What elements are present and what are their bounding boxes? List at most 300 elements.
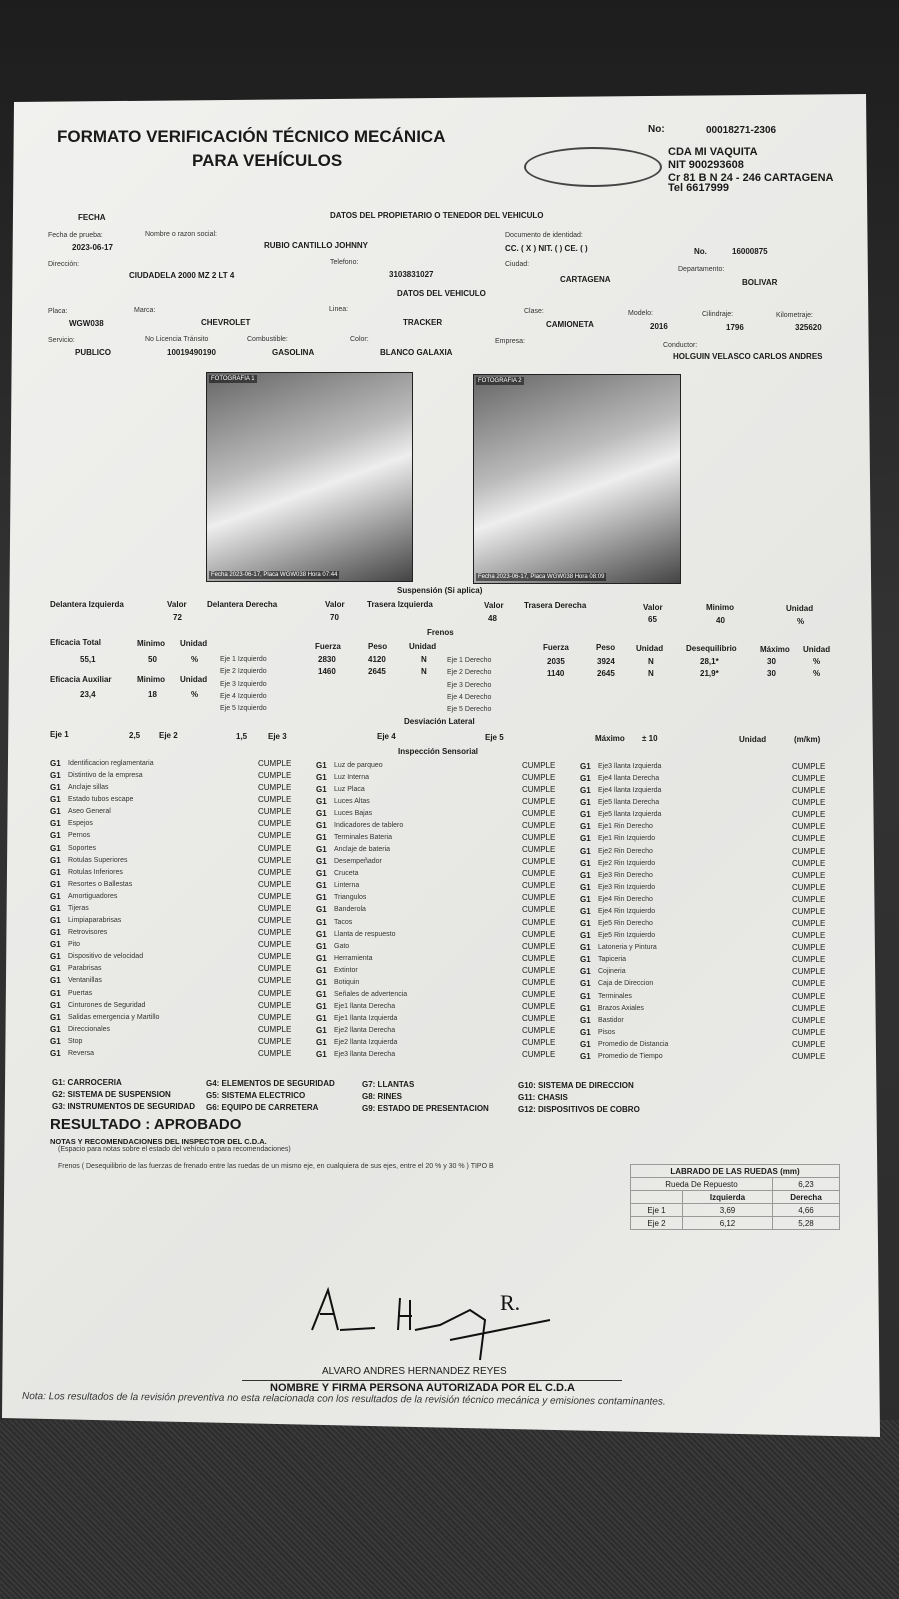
combustible-label: Combustible: [247, 336, 288, 343]
group-code: G1 [580, 943, 591, 953]
group-legend: G3: INSTRUMENTOS DE SEGURIDAD [52, 1102, 195, 1111]
fuerza-label: Fuerza [543, 643, 569, 652]
inspection-item: Eje4 llanta Izquierda [598, 787, 662, 795]
inspection-item: Anclaje de bateria [334, 846, 391, 854]
group-code: G1 [316, 917, 327, 927]
kilometraje-label: Kilometraje: [776, 312, 813, 319]
desviacion-heading: Desviación Lateral [404, 717, 475, 726]
inspection-item: Identificacion reglamentaria [68, 760, 154, 767]
group-code: G1 [50, 867, 61, 877]
minimo-label: Minimo [137, 675, 165, 684]
inspection-item: Eje2 Rin Derecho [598, 847, 653, 855]
brake-fd: 1140 [547, 669, 565, 679]
inspection-item: Pito [68, 941, 81, 949]
maximo-label: Máximo [760, 645, 790, 654]
brake-des: 21,9* [700, 669, 719, 679]
inspection-status: CUMPLE [258, 1012, 292, 1022]
eje4-label: Eje 4 [377, 732, 396, 741]
inspection-status: CUMPLE [522, 977, 556, 987]
inspection-item: Eje4 Rin Derecho [598, 895, 653, 903]
inspection-status: CUMPLE [522, 1026, 556, 1036]
inspection-item: Anclaje sillas [68, 784, 109, 792]
labrado-table [630, 1164, 840, 1230]
inspection-item: Reversa [68, 1049, 95, 1057]
unidad-label: Unidad [180, 675, 208, 684]
maximo-value: ± 10 [642, 734, 658, 743]
inspection-status: CUMPLE [522, 845, 556, 855]
inspection-status: CUMPLE [258, 976, 292, 986]
group-code: G1 [50, 1012, 61, 1022]
fecha-heading: FECHA [78, 213, 106, 222]
inspection-item: Estado tubos escape [68, 796, 134, 804]
inspection-status: CUMPLE [792, 822, 826, 832]
vehicle-section-heading: DATOS DEL VEHICULO [397, 289, 486, 298]
marca-label: Marca: [134, 307, 156, 314]
izq-cell: 6,12 [683, 1217, 773, 1230]
valor-label: Valor [325, 600, 345, 609]
inspection-item: Parabrisas [68, 965, 102, 973]
group-code: G1 [580, 931, 591, 941]
group-code: G1 [316, 977, 327, 987]
group-code: G1 [580, 1051, 591, 1061]
inspection-status: CUMPLE [522, 1014, 556, 1024]
group-legend: G9: ESTADO DE PRESENTACION [362, 1104, 489, 1113]
photo-caption: Fecha 2023-06-17, Placa WGW038 Hora 07:44 [211, 572, 338, 578]
unidad-label: Unidad [409, 642, 437, 651]
group-code: G1 [580, 1015, 591, 1025]
inspection-status: CUMPLE [258, 1048, 292, 1058]
unidad-label: Unidad [636, 644, 664, 653]
inspection-item: Eje3 llanta Derecha [334, 1051, 396, 1059]
inspector-note: Frenos ( Desequilibrio de las fuerzas de frenado entre las ruedas de un mismo eje, en cualquiera de sus ejes, entre el 20 % y 30 % ) TIPO B [58, 1163, 494, 1170]
eje2-value: 1,5 [236, 732, 248, 741]
group-code: G1 [50, 1048, 61, 1058]
ciudad-label: Ciudad: [505, 261, 530, 268]
company-tel: Tel 6617999 [668, 182, 729, 194]
inspection-status: CUMPLE [522, 881, 556, 891]
group-code: G1 [580, 955, 591, 965]
no-label: No: [648, 124, 665, 135]
fecha-prueba-label: Fecha de prueba: [48, 232, 103, 239]
group-code: G1 [316, 1002, 327, 1012]
inspection-item: Tapiceria [598, 956, 627, 964]
brake-pd: 2645 [597, 669, 615, 679]
group-code: G1 [316, 1026, 327, 1036]
der-cell: 5,28 [772, 1217, 839, 1230]
tra-der-value: 65 [648, 615, 657, 624]
inspection-item: Bastidor [598, 1016, 624, 1024]
inspection-item: Botiquin [334, 978, 360, 986]
group-legend: G10: SISTEMA DE DIRECCION [518, 1081, 634, 1090]
eficacia-total-min: 50 [148, 655, 157, 664]
inspection-status: CUMPLE [258, 855, 292, 865]
inspection-status: CUMPLE [522, 965, 556, 975]
inspection-item: Luces Bajas [334, 809, 373, 817]
group-code: G1 [580, 822, 591, 832]
inspection-item: Eje1 llanta Derecha [334, 1003, 396, 1011]
group-code: G1 [50, 807, 61, 817]
group-code: G1 [316, 772, 327, 782]
inspection-item: Eje2 Rin Izquierdo [598, 859, 656, 867]
suspension-heading: Suspensión (Si aplica) [397, 586, 483, 595]
inspection-item: Distintivo de la empresa [68, 772, 143, 780]
photo-label: FOTOGRAFIA 2 [478, 378, 522, 384]
inspection-item: Señales de advertencia [334, 991, 408, 999]
group-code: G1 [316, 784, 327, 794]
inspection-item: Promedio de Tiempo [598, 1052, 663, 1060]
brake-u: N [421, 655, 427, 664]
minimo-label: Minimo [706, 603, 734, 612]
inspection-status: CUMPLE [792, 919, 826, 929]
brake-max: 30 [767, 669, 776, 679]
inspection-item: Luces Altas [334, 797, 370, 805]
inspection-status: CUMPLE [522, 869, 556, 879]
eje-der-label: Eje 2 Derecho [447, 669, 492, 677]
unidad-label: Unidad [786, 604, 814, 613]
group-code: G1 [580, 834, 591, 844]
notes-title: NOTAS Y RECOMENDACIONES DEL INSPECTOR DEL C.D.A. [50, 1137, 267, 1146]
inspection-item: Eje4 llanta Derecha [598, 775, 660, 783]
inspection-item: Luz Interna [334, 773, 370, 781]
inspection-item: Indicadores de tablero [334, 821, 404, 829]
group-code: G1 [50, 879, 61, 889]
group-code: G1 [316, 820, 327, 830]
inspection-item: Direccionales [68, 1025, 111, 1033]
del-izq-value: 72 [173, 613, 182, 622]
servicio-label: Servicio: [48, 337, 75, 344]
servicio: PUBLICO [75, 348, 111, 357]
fecha-prueba: 2023-06-17 [72, 243, 113, 252]
group-code: G1 [580, 1039, 591, 1049]
inspection-status: CUMPLE [792, 894, 826, 904]
brake-pi: 2645 [368, 667, 386, 677]
tra-der-label: Trasera Derecha [524, 601, 587, 610]
eje1-label: Eje 1 [50, 730, 69, 739]
inspection-status: CUMPLE [792, 1015, 826, 1025]
inspection-status: CUMPLE [522, 953, 556, 963]
direccion: CIUDADELA 2000 MZ 2 LT 4 [129, 271, 235, 280]
inspection-item: Puertas [68, 989, 93, 997]
eje-izq-label: Eje 5 Izquierdo [220, 705, 267, 713]
inspection-status: CUMPLE [522, 905, 556, 915]
group-code: G1 [316, 857, 327, 867]
inspection-status: CUMPLE [258, 831, 292, 841]
brake-pi: 4120 [368, 655, 386, 664]
inspection-item: Aseo General [68, 808, 111, 816]
group-code: G1 [580, 979, 591, 989]
group-code: G1 [50, 831, 61, 841]
brake-u: N [421, 667, 427, 677]
inspection-status: CUMPLE [792, 943, 826, 953]
group-code: G1 [316, 929, 327, 939]
group-code: G1 [580, 846, 591, 856]
group-code: G1 [316, 845, 327, 855]
inspection-item: Eje3 llanta Izquierda [598, 763, 662, 770]
inspection-status: CUMPLE [792, 955, 826, 965]
group-code: G1 [316, 1050, 327, 1060]
signer-name: ALVARO ANDRES HERNANDEZ REYES [322, 1366, 507, 1377]
inspection-item: Eje2 llanta Izquierda [334, 1039, 398, 1047]
eje-der-label: Eje 3 Derecho [447, 681, 492, 689]
inspection-item: Luz Placa [334, 785, 365, 793]
inspection-status: CUMPLE [792, 810, 826, 820]
inspection-status: CUMPLE [792, 846, 826, 856]
inspection-item: Cinturones de Seguridad [68, 1001, 146, 1009]
inspection-item: Eje3 Rin Derecho [598, 871, 653, 879]
fuerza-label: Fuerza [315, 642, 341, 651]
eje-der-label: Eje 4 Derecho [447, 693, 492, 701]
inspection-status: CUMPLE [792, 858, 826, 868]
inspection-item: Linterna [334, 882, 360, 890]
inspection-item: Rotulas Superiores [68, 856, 128, 864]
frenos-heading: Frenos [427, 628, 454, 637]
doc-label: Documento de identidad: [505, 232, 583, 239]
inspection-status: CUMPLE [792, 931, 826, 941]
inspection-status: CUMPLE [792, 1027, 826, 1037]
group-code: G1 [580, 774, 591, 784]
brake-max: 30 [767, 657, 776, 666]
inspection-item: Eje5 Rin Izquierdo [598, 932, 656, 940]
inspection-status: CUMPLE [792, 774, 826, 784]
group-code: G1 [50, 903, 61, 913]
group-code: G1 [580, 882, 591, 892]
inspection-status: CUMPLE [258, 759, 292, 768]
inspection-status: CUMPLE [792, 906, 826, 916]
group-code: G1 [50, 783, 61, 793]
brake-ud: N [648, 657, 654, 666]
peso-label: Peso [596, 643, 616, 652]
modelo-label: Modelo: [628, 310, 653, 317]
unidad-label: Unidad [739, 735, 767, 744]
group-code: G1 [316, 832, 327, 842]
inspection-status: CUMPLE [792, 991, 826, 1001]
inspection-status: CUMPLE [792, 882, 826, 892]
inspection-item: Eje1 Rin Derecho [598, 823, 653, 831]
direccion-label: Dirección: [48, 261, 80, 268]
inspection-status: CUMPLE [258, 771, 292, 781]
signature-label: NOMBRE Y FIRMA PERSONA AUTORIZADA POR EL C.D.A [270, 1382, 575, 1394]
inspection-status: CUMPLE [522, 929, 556, 939]
eficacia-aux-unit: % [191, 690, 199, 699]
group-code: G1 [50, 795, 61, 805]
marca: CHEVROLET [201, 318, 251, 327]
color: BLANCO GALAXIA [380, 348, 453, 357]
group-legend: G4: ELEMENTOS DE SEGURIDAD [206, 1079, 335, 1088]
inspection-status: CUMPLE [792, 1039, 826, 1049]
departamento-label: Departamento: [678, 266, 725, 273]
inspection-status: CUMPLE [258, 795, 292, 805]
inspection-status: CUMPLE [258, 1036, 292, 1046]
clase-label: Clase: [524, 308, 544, 315]
group-code: G1 [50, 928, 61, 938]
licencia: 10019490190 [167, 348, 216, 357]
group-code: G1 [316, 953, 327, 963]
valor-label: Valor [484, 601, 504, 610]
group-code: G1 [50, 1024, 61, 1034]
inspection-item: Triangulos [334, 894, 367, 902]
inspection-item: Terminales Bateria [334, 833, 392, 841]
brake-pu: % [813, 657, 821, 666]
inspection-item: Promedio de Distancia [598, 1040, 669, 1048]
inspection-item: Caja de Direccion [598, 980, 654, 988]
group-code: G1 [580, 1027, 591, 1037]
inspection-status: CUMPLE [522, 990, 556, 1000]
labrado-title: LABRADO DE LAS RUEDAS (mm) [631, 1165, 840, 1178]
inspection-item: Tacos [334, 918, 353, 926]
group-code: G1 [316, 796, 327, 806]
inspection-status: CUMPLE [522, 832, 556, 842]
unidad-value: (m/km) [794, 735, 821, 744]
group-code: G1 [316, 808, 327, 818]
inspection-status: CUMPLE [522, 1002, 556, 1012]
inspection-status: CUMPLE [792, 762, 826, 771]
inspection-item: Eje2 llanta Derecha [334, 1027, 396, 1035]
footer-note: Nota: Los resultados de la revisión preventiva no esta relacionada con los resultados de la revisión técnico mecánica y emisiones contaminantes. [21, 1391, 666, 1408]
eje5-label: Eje 5 [485, 733, 504, 742]
inspection-item: Gato [334, 942, 350, 950]
inspection-status: CUMPLE [258, 988, 292, 998]
group-legend: G7: LLANTAS [362, 1080, 415, 1089]
inspection-item: Ventanillas [68, 977, 102, 985]
color-label: Color: [350, 336, 369, 343]
eje-izq-label: Eje 3 Izquierdo [220, 680, 267, 688]
group-code: G1 [316, 760, 327, 770]
vehicle-photo-1 [206, 372, 413, 582]
signature-line [242, 1380, 622, 1381]
doc-number: 00018271-2306 [706, 125, 777, 136]
brake-pd: 3924 [597, 657, 615, 666]
eficacia-aux-label: Eficacia Auxiliar [50, 675, 112, 684]
cda-logo [524, 147, 662, 187]
eje-izq-label: Eje 1 Izquierdo [220, 656, 267, 663]
inspection-item: Llanta de respuesto [334, 930, 396, 938]
inspection-item: Eje1 Rin Izquierdo [598, 835, 656, 843]
inspection-item: Desempeñador [334, 858, 382, 866]
inspection-item: Eje3 Rin Izquierdo [598, 883, 656, 891]
del-izq-label: Delantera Izquierda [50, 600, 124, 609]
group-code: G1 [316, 941, 327, 951]
brake-ud: N [648, 669, 654, 679]
inspection-status: CUMPLE [522, 893, 556, 903]
inspection-status: CUMPLE [522, 772, 556, 782]
inspection-item: Retrovisores [68, 929, 108, 937]
eficacia-total-unit: % [191, 655, 199, 664]
kilometraje: 325620 [795, 323, 822, 332]
group-code: G1 [50, 916, 61, 926]
group-code: G1 [580, 858, 591, 868]
table-row [631, 1204, 840, 1217]
group-code: G1 [50, 843, 61, 853]
owner-name: RUBIO CANTILLO JOHNNY [264, 241, 368, 250]
inspection-status: CUMPLE [258, 807, 292, 817]
eje2-label: Eje 2 [159, 731, 178, 740]
table-row [631, 1217, 840, 1230]
inspection-item: Brazos Axiales [598, 1004, 644, 1012]
inspection-item: Eje5 Rin Derecho [598, 920, 653, 928]
group-code: G1 [580, 906, 591, 916]
empresa-label: Empresa: [495, 338, 525, 345]
inspection-status: CUMPLE [792, 786, 826, 796]
inspection-status: CUMPLE [792, 870, 826, 880]
inspection-status: CUMPLE [522, 941, 556, 951]
group-legend: G11: CHASIS [518, 1093, 568, 1102]
brake-des: 28,1* [700, 657, 719, 666]
ciudad: CARTAGENA [560, 275, 611, 284]
inspection-item: Banderola [334, 906, 366, 914]
conductor: HOLGUIN VELASCO CARLOS ANDRES [673, 352, 823, 361]
eje1-value: 2,5 [129, 731, 141, 740]
conductor-label: Conductor: [663, 342, 698, 349]
group-code: G1 [50, 855, 61, 865]
inspection-item: Eje1 llanta Izquierda [334, 1015, 398, 1023]
group-code: G1 [316, 1038, 327, 1048]
group-code: G1 [580, 967, 591, 977]
inspection-status: CUMPLE [258, 1024, 292, 1034]
eje-izq-label: Eje 2 Izquierdo [220, 668, 267, 676]
group-code: G1 [316, 905, 327, 915]
group-code: G1 [50, 1000, 61, 1010]
inspection-item: Herramienta [334, 954, 373, 962]
inspection-item: Pernos [68, 832, 91, 840]
minimo-value: 40 [716, 616, 725, 625]
group-code: G1 [50, 940, 61, 950]
group-code: G1 [50, 988, 61, 998]
linea: TRACKER [403, 318, 443, 327]
inspection-status: CUMPLE [258, 940, 292, 950]
group-legend: G1: CARROCERIA [52, 1078, 122, 1087]
group-code: G1 [580, 870, 591, 880]
doc-type: CC. ( X ) NIT. ( ) CE. ( ) [505, 244, 588, 253]
inspection-status: CUMPLE [522, 917, 556, 927]
inspection-item: Luz de parqueo [334, 761, 383, 769]
brake-fi: 2830 [318, 655, 336, 664]
group-code: G1 [580, 810, 591, 820]
doc-no: 16000875 [732, 247, 768, 256]
group-code: G1 [580, 991, 591, 1001]
doc-title: FORMATO VERIFICACIÓN TÉCNICO MECÁNICA [57, 127, 446, 146]
minimo-label: Minimo [137, 639, 165, 648]
telefono: 3103831027 [389, 270, 434, 279]
inspection-item: Terminales [598, 992, 632, 1000]
owner-section-heading: DATOS DEL PROPIETARIO O TENEDOR DEL VEHICULO [330, 211, 544, 220]
doc-subtitle: PARA VEHÍCULOS [192, 151, 343, 170]
inspection-status: CUMPLE [522, 796, 556, 806]
group-code: G1 [580, 1003, 591, 1013]
group-code: G1 [50, 819, 61, 829]
group-code: G1 [580, 786, 591, 796]
inspection-status: CUMPLE [792, 1003, 826, 1013]
inspection-item: Cruceta [334, 870, 359, 878]
inspection-status: CUMPLE [522, 808, 556, 818]
inspection-status: CUMPLE [258, 903, 292, 913]
group-code: G1 [316, 965, 327, 975]
group-code: G1 [316, 1014, 327, 1024]
inspection-item: Latoneria y Pintura [598, 944, 657, 952]
inspection-status: CUMPLE [258, 879, 292, 889]
group-code: G1 [50, 891, 61, 901]
group-code: G1 [316, 893, 327, 903]
modelo: 2016 [650, 322, 668, 331]
unidad-label: Unidad [803, 645, 831, 654]
valor-label: Valor [167, 600, 187, 609]
group-code: G1 [50, 759, 61, 768]
tra-izq-value: 48 [488, 614, 497, 623]
placa: WGW038 [69, 319, 104, 328]
licencia-label: No Licencia Tránsito [145, 336, 209, 343]
inspection-status: CUMPLE [792, 834, 826, 844]
eficacia-total-label: Eficacia Total [50, 638, 101, 647]
group-code: G1 [316, 869, 327, 879]
